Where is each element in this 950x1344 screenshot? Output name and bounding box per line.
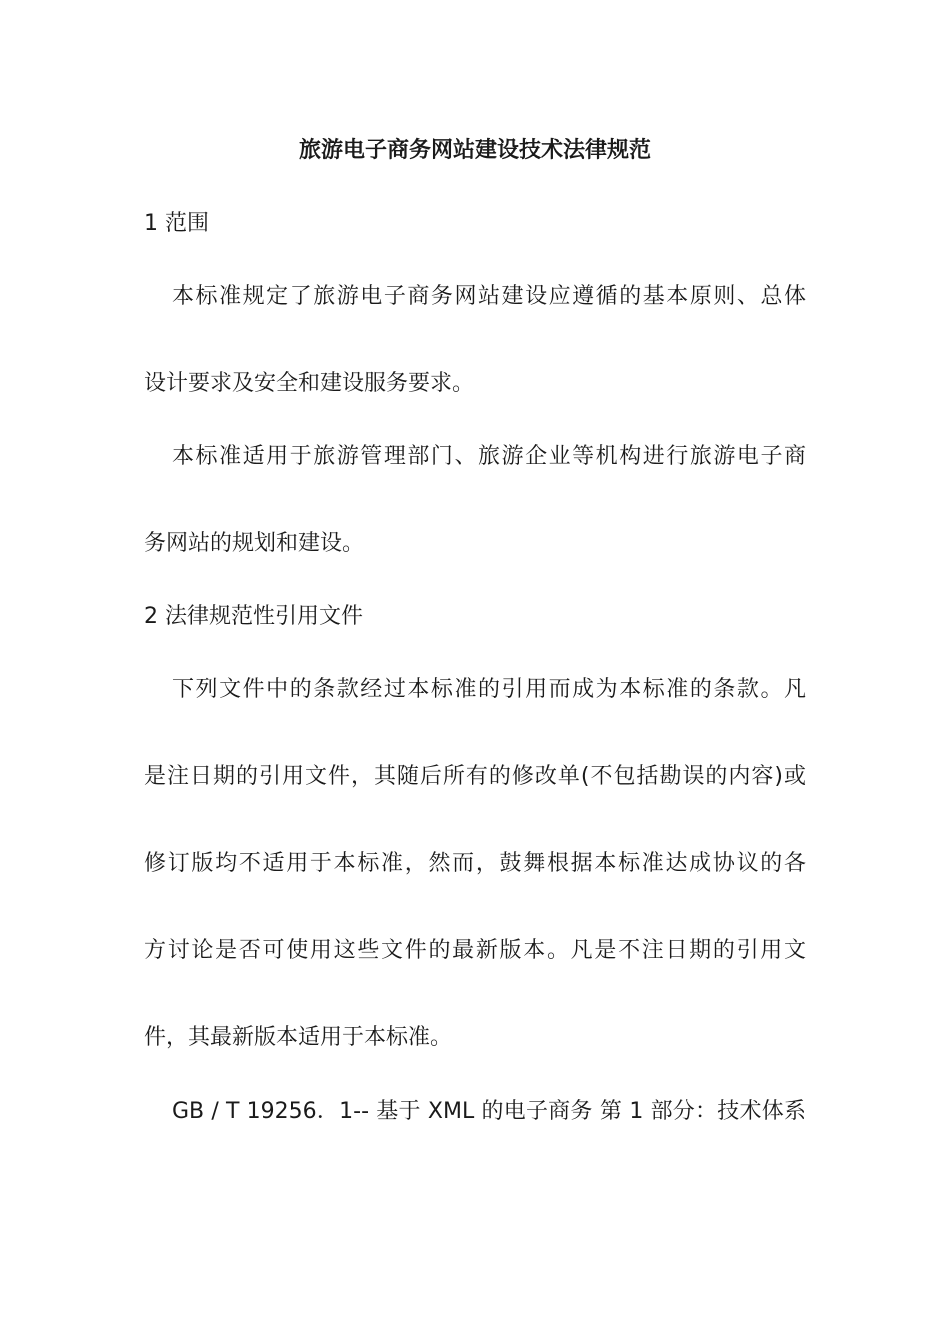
paragraph-1-line-2: 设计要求及安全和建设服务要求。 <box>144 371 475 396</box>
paragraph-1-line-1: 本标准规定了旅游电子商务网站建设应遵循的基本原则、总体 <box>172 284 806 309</box>
paragraph-3-line-1: 下列文件中的条款经过本标准的引用而成为本标准的条款。凡 <box>172 677 806 702</box>
paragraph-3-line-4: 方讨论是否可使用这些文件的最新版本。凡是不注日期的引用文 <box>144 938 806 963</box>
section-1-heading: 1 范围 <box>144 211 209 236</box>
paragraph-3-line-2: 是注日期的引用文件，其随后所有的修改单(不包括勘误的内容)或 <box>144 764 806 789</box>
paragraph-3-line-3: 修订版均不适用于本标准，然而，鼓舞根据本标准达成协议的各 <box>144 851 806 876</box>
paragraph-3-line-5: 件，其最新版本适用于本标准。 <box>144 1025 453 1050</box>
paragraph-2-line-1: 本标准适用于旅游管理部门、旅游企业等机构进行旅游电子商 <box>172 444 806 469</box>
paragraph-2-line-2: 务网站的规划和建设。 <box>144 531 365 556</box>
section-2-heading: 2 法律规范性引用文件 <box>144 604 363 629</box>
reference-1: GB / T 19256．1-- 基于 XML 的电子商务 第 1 部分：技术体系 <box>172 1099 806 1124</box>
document-title: 旅游电子商务网站建设技术法律规范 <box>298 138 651 163</box>
